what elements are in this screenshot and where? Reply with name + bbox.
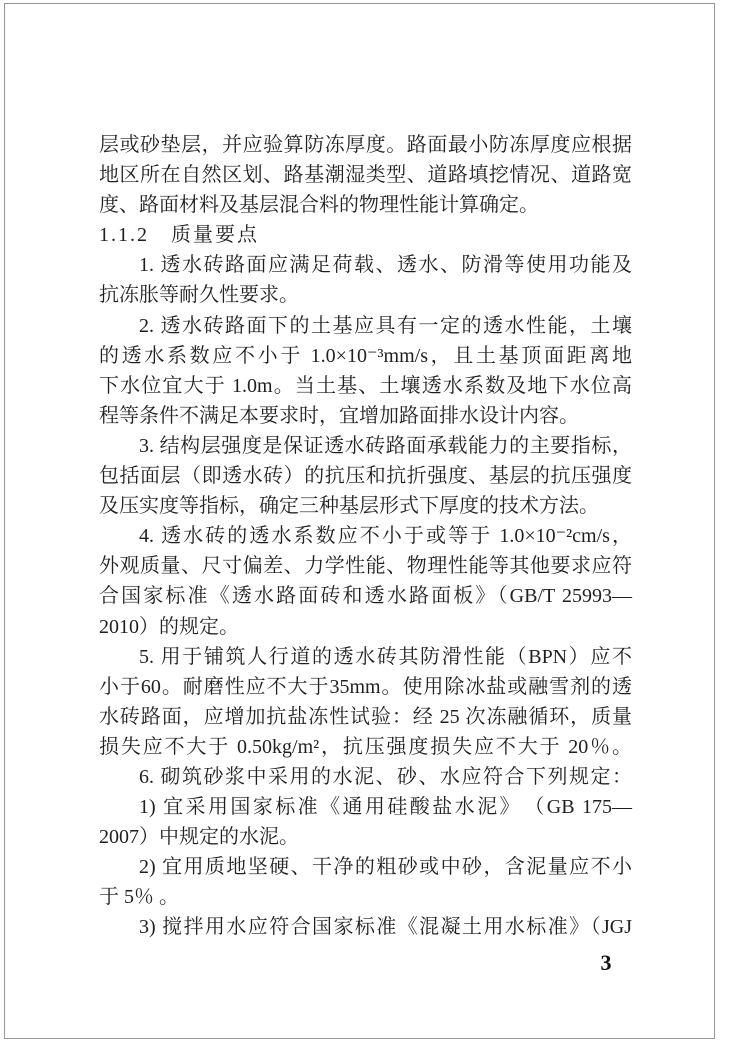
text-line: 地区所在自然区划、路基潮湿类型、道路填挖情况、道路宽: [99, 164, 632, 187]
text-line: 2007）中规定的水泥。: [99, 826, 299, 849]
text-line: 下水位宜大于 1.0m。当土基、土壤透水系数及地下水位高: [99, 374, 632, 397]
text-line: 外观质量、尺寸偏差、力学性能、物理性能等其他要求应符: [99, 555, 632, 578]
text-line: 4. 透水砖的透水系数应不小于或等于 1.0×10⁻²cm/s，: [139, 525, 632, 548]
text-line: 的透水系数应不小于 1.0×10⁻³mm/s，且土基顶面距离地: [99, 344, 632, 367]
text-line: 于 5％ 。: [99, 886, 179, 909]
text-line: 1. 透水砖路面应满足荷载、透水、防滑等使用功能及: [139, 254, 632, 277]
text-line: 2) 宜用质地坚硬、干净的粗砂或中砂，含泥量应不小: [139, 856, 632, 879]
text-line: 合国家标准《透水路面砖和透水路面板》（GB/T 25993—: [99, 585, 632, 608]
document-text: [99, 130, 632, 943]
page-number: 3: [600, 950, 612, 975]
text-line: 度、路面材料及基层混合料的物理性能计算确定。: [99, 194, 539, 217]
text-line: 水砖路面，应增加抗盐冻性试验：经 25 次冻融循环，质量: [99, 705, 632, 728]
text-line: 包括面层（即透水砖）的抗压和抗折强度、基层的抗压强度: [99, 465, 632, 488]
section-heading: 1.1.2 质量要点: [99, 224, 259, 247]
text-line: 6. 砌筑砂浆中采用的水泥、砂、水应符合下列规定：: [139, 765, 632, 788]
text-line: 5. 用于铺筑人行道的透水砖其防滑性能（BPN）应不: [139, 645, 632, 668]
text-line: 层或砂垫层，并应验算防冻厚度。路面最小防冻厚度应根据: [99, 134, 632, 156]
text-line: 2010）的规定。: [99, 615, 239, 638]
text-line: 3. 结构层强度是保证透水砖路面承载能力的主要指标，: [139, 434, 632, 457]
text-line: 及压实度等指标，确定三种基层形式下厚度的技术方法。: [99, 495, 599, 518]
text-line: 1) 宜采用国家标准《通用硅酸盐水泥》 （GB 175—: [139, 796, 632, 819]
text-line: 小于60。耐磨性应不大于35mm。使用除冰盐或融雪剂的透: [99, 675, 632, 698]
text-line: 3) 搅拌用水应符合国家标准《混凝土用水标准》（JGJ: [139, 916, 632, 939]
text-line: 2. 透水砖路面下的土基应具有一定的透水性能，土壤: [139, 314, 632, 337]
text-line: 抗冻胀等耐久性要求。: [99, 284, 299, 307]
text-line: 损失应不大于 0.50kg/m²，抗压强度损失应不大于 20％。: [99, 735, 632, 758]
text-line: 程等条件不满足本要求时，宜增加路面排水设计内容。: [99, 404, 579, 427]
